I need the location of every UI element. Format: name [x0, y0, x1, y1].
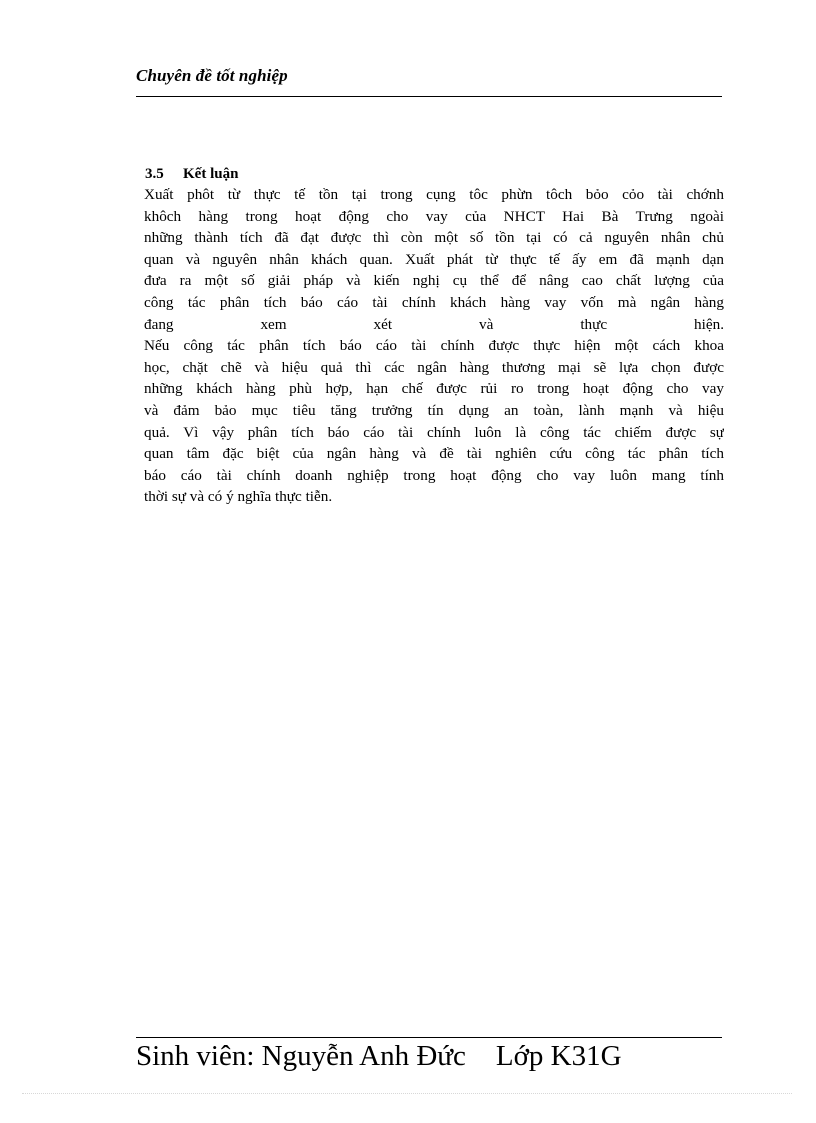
paragraph-line: khôch hàng trong hoạt động cho vay của NHCT Hai Bà Trưng ngoài — [144, 207, 724, 225]
paragraph-line: thời sự và có ý nghĩa thực tiễn. — [144, 488, 333, 506]
footer-divider — [136, 1037, 722, 1038]
page-bottom-edge — [22, 1093, 792, 1094]
paragraph-line: những khách hàng phù hợp, hạn chế được rủi ro trong hoạt động cho vay — [144, 380, 724, 398]
page-header-title: Chuyên đề tốt nghiệp — [136, 66, 288, 85]
section-heading — [145, 166, 238, 183]
paragraph-line: quan và nguyên nhân khách quan. Xuất phát từ thực tế ấy em đã mạnh dạn — [144, 250, 724, 268]
page-footer — [136, 1040, 622, 1073]
paragraph-line: quả. Vì vậy phân tích báo cáo tài chính luôn là công tác chiếm được sự — [144, 423, 724, 441]
section-number: 3.5 — [145, 166, 164, 182]
footer-student-name: Sinh viên: Nguyễn Anh Đức — [136, 1040, 466, 1072]
paragraph-line: đang xem xét và thực hiện. — [144, 315, 724, 333]
paragraph-line: báo cáo tài chính doanh nghiệp trong hoạt động cho vay luôn mang tính — [144, 466, 724, 484]
conclusion-paragraph — [144, 184, 724, 508]
header-divider — [136, 96, 722, 97]
paragraph-line: và đảm bảo mục tiêu tăng trưởng tín dụng an toàn, lành mạnh và hiệu — [144, 401, 724, 419]
paragraph-line: học, chặt chẽ và hiệu quả thì các ngân hàng thương mại sẽ lựa chọn được — [144, 358, 724, 376]
footer-class: Lớp K31G — [495, 1040, 622, 1072]
section-title: Kết luận — [183, 166, 239, 182]
paragraph-line: công tác phân tích báo cáo tài chính khách hàng vay vốn mà ngân hàng — [144, 293, 724, 311]
paragraph-line: quan tâm đặc biệt của ngân hàng và đề tài nghiên cứu công tác phân tích — [144, 445, 724, 463]
paragraph-line: Nếu công tác phân tích báo cáo tài chính được thực hiện một cách khoa — [144, 337, 724, 355]
paragraph-line: những thành tích đã đạt được thì còn một số tồn tại có cả nguyên nhân chủ — [144, 229, 724, 247]
paragraph-line: Xuất phôt từ thực tế tồn tại trong cụng tôc phừn tôch bỏo cỏo tài chớnh — [144, 186, 724, 203]
paragraph-line: đưa ra một số giải pháp và kiến nghị cụ thể để nâng cao chất lượng của — [144, 272, 724, 290]
